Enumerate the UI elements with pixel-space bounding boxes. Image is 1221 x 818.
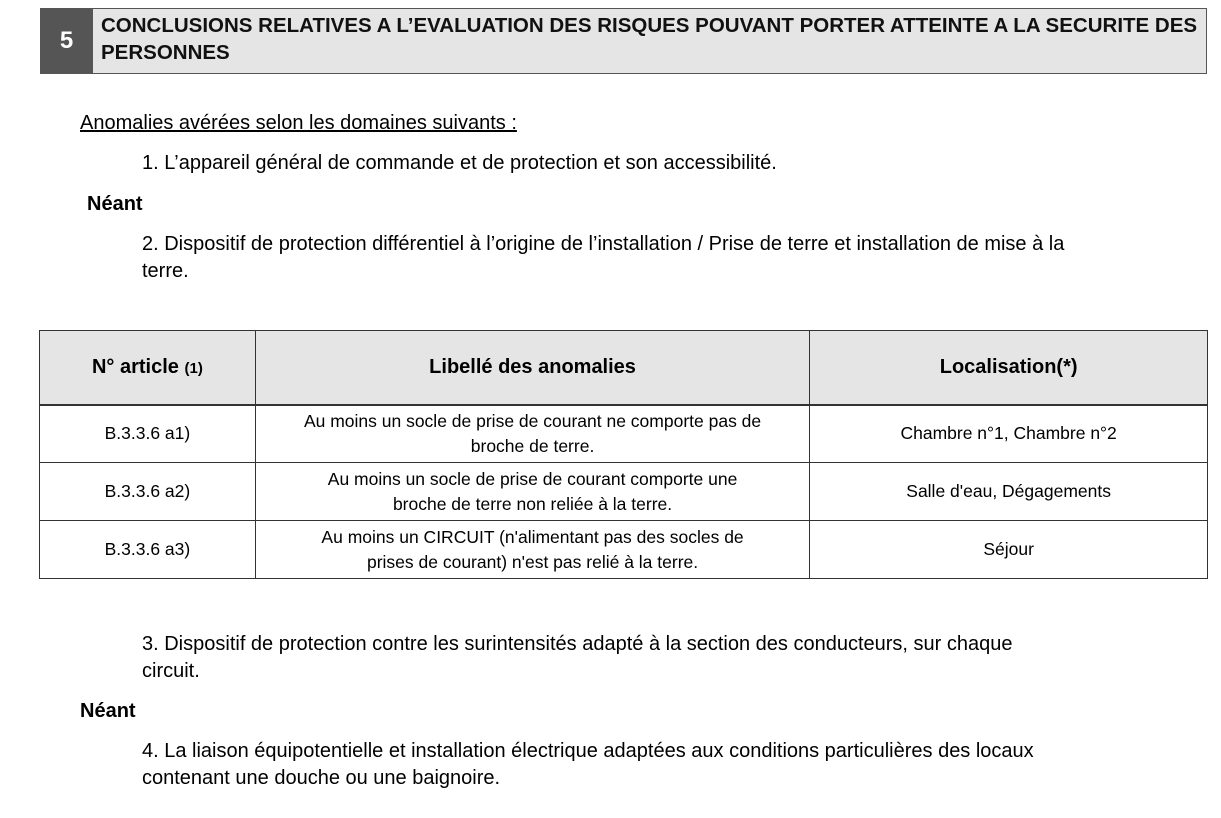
cell-libelle-line: prises de courant) n'est pas relié à la terre. bbox=[366, 551, 699, 572]
item-2-line-2: terre. bbox=[142, 260, 189, 282]
table-row bbox=[40, 405, 1208, 463]
cell-article: B.3.3.6 a2) bbox=[40, 463, 256, 521]
cell-article: B.3.3.6 a1) bbox=[40, 405, 256, 463]
anomalies-table bbox=[39, 330, 1208, 579]
cell-libelle bbox=[255, 521, 809, 579]
item-3-line-1: 3. Dispositif de protection contre les surintensités adapté à la section des conducteurs, sur chaque bbox=[142, 633, 1013, 655]
cell-localisation: Chambre n°1, Chambre n°2 bbox=[810, 405, 1208, 463]
section-number: 5 bbox=[41, 9, 92, 73]
header-article bbox=[40, 331, 256, 405]
item-3-line-2: circuit. bbox=[142, 660, 200, 682]
item-2-line-1: 2. Dispositif de protection différentiel à l’origine de l’installation / Prise de terre et installation de mise à la bbox=[142, 233, 1065, 255]
cell-libelle-line: Au moins un CIRCUIT (n'alimentant pas des socles de bbox=[321, 526, 744, 547]
cell-localisation: Salle d'eau, Dégagements bbox=[810, 463, 1208, 521]
header-article-note: (1) bbox=[184, 359, 203, 377]
header-article-label: N° article bbox=[91, 355, 179, 378]
table-row bbox=[40, 463, 1208, 521]
cell-libelle-line: Au moins un socle de prise de courant ne comporte pas de bbox=[303, 410, 762, 431]
table-header-row bbox=[40, 331, 1208, 405]
item-4-line-1: 4. La liaison équipotentielle et installation électrique adaptées aux conditions particulières des locaux bbox=[142, 740, 1034, 762]
item-4-line-2: contenant une douche ou une baignoire. bbox=[142, 767, 501, 789]
cell-libelle bbox=[255, 405, 809, 463]
anomalies-subtitle: Anomalies avérées selon les domaines suivants : bbox=[80, 112, 517, 134]
cell-article: B.3.3.6 a3) bbox=[40, 521, 256, 579]
section-title: CONCLUSIONS RELATIVES A L’EVALUATION DES RISQUES POUVANT PORTER ATTEINTE A LA SECURITE DES PERSONNES bbox=[92, 9, 1206, 73]
neant-label-2: Néant bbox=[80, 700, 136, 722]
cell-libelle-line: broche de terre. bbox=[470, 435, 595, 456]
table-row bbox=[40, 521, 1208, 579]
neant-label-1: Néant bbox=[87, 193, 143, 215]
cell-libelle-line: Au moins un socle de prise de courant comporte une bbox=[327, 468, 738, 489]
item-1: 1. L’appareil général de commande et de protection et son accessibilité. bbox=[142, 152, 777, 174]
header-localisation: Localisation(*) bbox=[810, 331, 1208, 405]
cell-localisation: Séjour bbox=[810, 521, 1208, 579]
cell-libelle bbox=[255, 463, 809, 521]
cell-libelle-line: broche de terre non reliée à la terre. bbox=[392, 493, 673, 514]
header-libelle: Libellé des anomalies bbox=[255, 331, 809, 405]
section-header bbox=[40, 8, 1207, 74]
